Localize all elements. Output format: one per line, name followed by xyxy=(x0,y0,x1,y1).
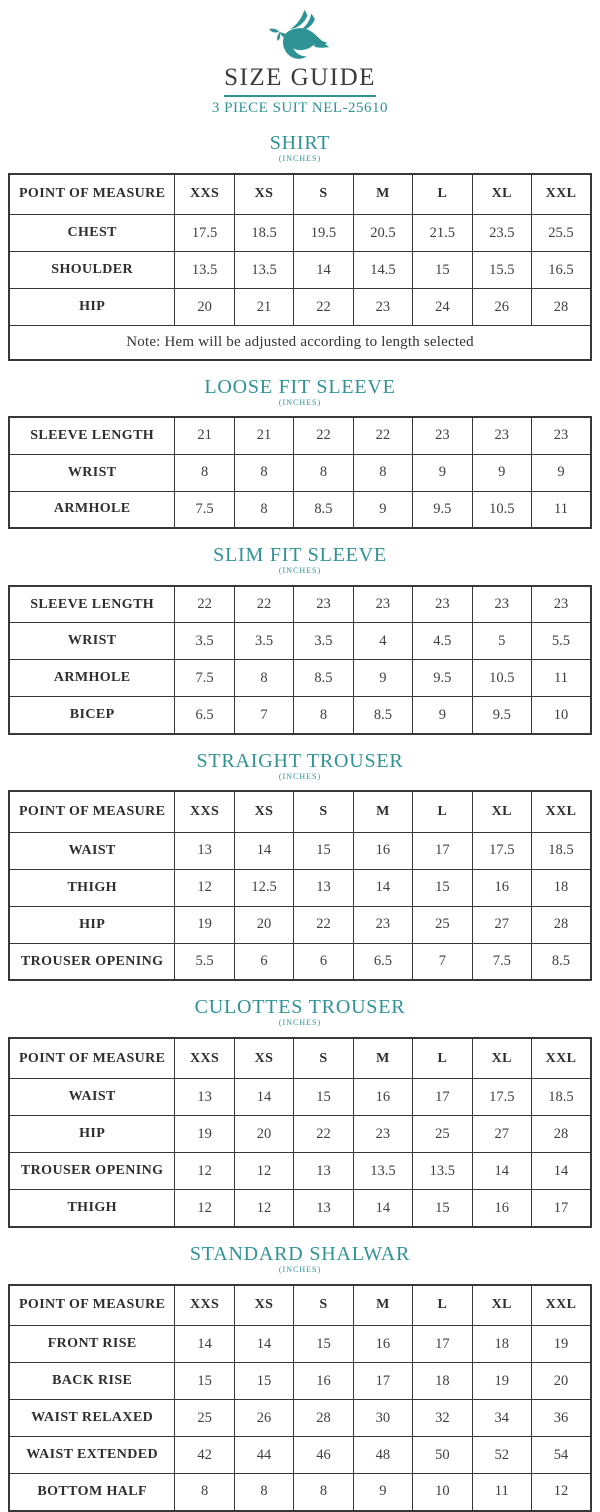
size-value-cell: 36 xyxy=(531,1400,591,1437)
measure-row xyxy=(9,289,591,326)
size-value-cell: 14 xyxy=(294,252,353,289)
section-heading: STRAIGHT TROUSER xyxy=(196,749,404,772)
size-value-cell: 17.5 xyxy=(472,1079,531,1116)
size-header-cell: XS xyxy=(234,1038,293,1079)
size-value-cell: 22 xyxy=(353,417,412,454)
size-value-cell: 9.5 xyxy=(472,697,531,734)
size-section xyxy=(0,545,600,735)
size-value-cell: 6 xyxy=(234,943,293,980)
size-value-cell: 5 xyxy=(472,623,531,660)
size-value-cell: 23 xyxy=(472,417,531,454)
size-header-cell: S xyxy=(294,174,353,215)
table-header-row xyxy=(9,791,591,832)
size-value-cell: 27 xyxy=(472,1116,531,1153)
size-table xyxy=(8,1037,592,1228)
size-value-cell: 21 xyxy=(234,417,293,454)
size-value-cell: 10.5 xyxy=(472,660,531,697)
measure-row xyxy=(9,586,591,623)
size-value-cell: 7 xyxy=(234,697,293,734)
size-value-cell: 8 xyxy=(234,660,293,697)
size-value-cell: 26 xyxy=(234,1400,293,1437)
size-value-cell: 7.5 xyxy=(175,491,234,528)
size-value-cell: 19 xyxy=(472,1363,531,1400)
size-value-cell: 19 xyxy=(175,1116,234,1153)
size-value-cell: 12 xyxy=(175,869,234,906)
size-table xyxy=(8,585,592,735)
measure-row xyxy=(9,906,591,943)
size-value-cell: 25 xyxy=(413,1116,472,1153)
size-value-cell: 16 xyxy=(353,1079,412,1116)
size-value-cell: 8.5 xyxy=(294,660,353,697)
size-value-cell: 25.5 xyxy=(531,215,591,252)
size-value-cell: 9 xyxy=(531,454,591,491)
size-value-cell: 23 xyxy=(353,586,412,623)
product-subtitle: 3 PIECE SUIT NEL-25610 xyxy=(211,100,389,116)
size-value-cell: 8.5 xyxy=(353,697,412,734)
measure-label-cell: HIP xyxy=(9,1116,175,1153)
size-value-cell: 5.5 xyxy=(175,943,234,980)
size-value-cell: 3.5 xyxy=(175,623,234,660)
size-value-cell: 25 xyxy=(175,1400,234,1437)
size-value-cell: 15 xyxy=(413,252,472,289)
size-value-cell: 23 xyxy=(413,417,472,454)
size-value-cell: 11 xyxy=(531,660,591,697)
size-value-cell: 7.5 xyxy=(175,660,234,697)
size-value-cell: 14 xyxy=(234,832,293,869)
title-divider xyxy=(224,95,376,97)
note-cell: Note: Hem will be adjusted according to length selected xyxy=(9,326,591,360)
size-value-cell: 28 xyxy=(294,1400,353,1437)
page-title: SIZE GUIDE xyxy=(224,64,376,91)
size-value-cell: 8.5 xyxy=(294,491,353,528)
size-value-cell: 22 xyxy=(294,906,353,943)
size-value-cell: 14 xyxy=(353,869,412,906)
size-value-cell: 20 xyxy=(175,289,234,326)
size-value-cell: 15 xyxy=(294,1326,353,1363)
size-value-cell: 5.5 xyxy=(531,623,591,660)
measure-row xyxy=(9,1400,591,1437)
size-header-cell: XL xyxy=(472,1285,531,1326)
size-header-cell: L xyxy=(413,791,472,832)
measure-label-cell: SLEEVE LENGTH xyxy=(9,417,175,454)
size-value-cell: 23 xyxy=(294,586,353,623)
size-value-cell: 12 xyxy=(175,1153,234,1190)
measure-row xyxy=(9,215,591,252)
measure-row xyxy=(9,252,591,289)
size-value-cell: 12.5 xyxy=(234,869,293,906)
size-header-cell: XXS xyxy=(175,1038,234,1079)
size-section xyxy=(0,751,600,982)
size-value-cell: 10 xyxy=(531,697,591,734)
size-value-cell: 8 xyxy=(234,454,293,491)
measure-label-cell: WAIST RELAXED xyxy=(9,1400,175,1437)
measure-label-cell: BOTTOM HALF xyxy=(9,1474,175,1511)
size-value-cell: 9 xyxy=(353,660,412,697)
section-heading: STANDARD SHALWAR xyxy=(189,1242,411,1265)
size-value-cell: 8 xyxy=(234,1474,293,1511)
size-value-cell: 13 xyxy=(175,832,234,869)
size-table xyxy=(8,173,592,361)
measure-label-cell: WAIST EXTENDED xyxy=(9,1437,175,1474)
size-value-cell: 17.5 xyxy=(175,215,234,252)
measure-header-cell: POINT OF MEASURE xyxy=(9,1285,175,1326)
measure-row xyxy=(9,1363,591,1400)
size-value-cell: 15.5 xyxy=(472,252,531,289)
measure-label-cell: HIP xyxy=(9,289,175,326)
size-header-cell: XL xyxy=(472,174,531,215)
size-value-cell: 23 xyxy=(353,1116,412,1153)
measure-row xyxy=(9,1474,591,1511)
size-value-cell: 14 xyxy=(175,1326,234,1363)
measure-row xyxy=(9,491,591,528)
measure-row xyxy=(9,1079,591,1116)
measure-label-cell: CHEST xyxy=(9,215,175,252)
table-header-row xyxy=(9,174,591,215)
size-header-cell: M xyxy=(353,1285,412,1326)
section-heading: SHIRT xyxy=(269,132,331,154)
size-value-cell: 15 xyxy=(294,1079,353,1116)
size-value-cell: 9 xyxy=(353,491,412,528)
size-value-cell: 30 xyxy=(353,1400,412,1437)
measure-label-cell: THIGH xyxy=(9,1190,175,1227)
size-value-cell: 23 xyxy=(472,586,531,623)
size-value-cell: 16 xyxy=(353,1326,412,1363)
size-value-cell: 42 xyxy=(175,1437,234,1474)
section-unit: (INCHES) xyxy=(278,1264,322,1274)
logo xyxy=(0,8,600,62)
table-header-row xyxy=(9,1038,591,1079)
size-value-cell: 22 xyxy=(294,417,353,454)
size-value-cell: 14 xyxy=(234,1079,293,1116)
size-value-cell: 50 xyxy=(413,1437,472,1474)
section-heading: SLIM FIT SLEEVE xyxy=(213,544,387,567)
size-value-cell: 18.5 xyxy=(531,832,591,869)
section-unit: (INCHES) xyxy=(278,566,322,576)
size-value-cell: 18 xyxy=(531,869,591,906)
size-value-cell: 16 xyxy=(472,1190,531,1227)
size-value-cell: 19 xyxy=(175,906,234,943)
size-value-cell: 32 xyxy=(413,1400,472,1437)
size-value-cell: 7.5 xyxy=(472,943,531,980)
size-value-cell: 52 xyxy=(472,1437,531,1474)
size-value-cell: 10 xyxy=(413,1474,472,1511)
measure-label-cell: SLEEVE LENGTH xyxy=(9,586,175,623)
size-value-cell: 12 xyxy=(175,1190,234,1227)
measure-label-cell: WRIST xyxy=(9,454,175,491)
size-value-cell: 13.5 xyxy=(234,252,293,289)
size-value-cell: 8 xyxy=(234,491,293,528)
size-value-cell: 8 xyxy=(353,454,412,491)
size-value-cell: 13.5 xyxy=(353,1153,412,1190)
size-value-cell: 9 xyxy=(413,697,472,734)
measure-label-cell: WRIST xyxy=(9,623,175,660)
measure-row xyxy=(9,1437,591,1474)
size-table xyxy=(8,1284,592,1512)
size-value-cell: 8 xyxy=(175,1474,234,1511)
size-value-cell: 9 xyxy=(353,1474,412,1511)
note-row xyxy=(9,326,591,360)
size-value-cell: 8.5 xyxy=(531,943,591,980)
size-header-cell: M xyxy=(353,174,412,215)
size-value-cell: 19 xyxy=(531,1326,591,1363)
size-header-cell: XXL xyxy=(531,1285,591,1326)
measure-row xyxy=(9,623,591,660)
measure-row xyxy=(9,1326,591,1363)
size-value-cell: 25 xyxy=(413,906,472,943)
size-header-cell: L xyxy=(413,1038,472,1079)
size-value-cell: 20 xyxy=(234,1116,293,1153)
size-value-cell: 17 xyxy=(531,1190,591,1227)
measure-header-cell: POINT OF MEASURE xyxy=(9,1038,175,1079)
size-header-cell: M xyxy=(353,791,412,832)
measure-label-cell: WAIST xyxy=(9,832,175,869)
measure-label-cell: ARMHOLE xyxy=(9,491,175,528)
size-section xyxy=(0,377,600,530)
size-value-cell: 21.5 xyxy=(413,215,472,252)
section-heading: LOOSE FIT SLEEVE xyxy=(204,375,396,398)
size-value-cell: 44 xyxy=(234,1437,293,1474)
size-value-cell: 22 xyxy=(234,586,293,623)
size-value-cell: 28 xyxy=(531,1116,591,1153)
table-header-row xyxy=(9,1285,591,1326)
size-value-cell: 16 xyxy=(353,832,412,869)
size-value-cell: 48 xyxy=(353,1437,412,1474)
size-value-cell: 54 xyxy=(531,1437,591,1474)
size-header-cell: XXS xyxy=(175,1285,234,1326)
size-value-cell: 12 xyxy=(531,1474,591,1511)
size-value-cell: 9 xyxy=(413,454,472,491)
size-value-cell: 14.5 xyxy=(353,252,412,289)
size-header-cell: XS xyxy=(234,174,293,215)
size-value-cell: 21 xyxy=(234,289,293,326)
measure-row xyxy=(9,1153,591,1190)
size-header-cell: XS xyxy=(234,791,293,832)
size-value-cell: 12 xyxy=(234,1153,293,1190)
measure-row xyxy=(9,660,591,697)
size-value-cell: 22 xyxy=(294,1116,353,1153)
measure-header-cell: POINT OF MEASURE xyxy=(9,791,175,832)
size-value-cell: 16.5 xyxy=(531,252,591,289)
size-value-cell: 8 xyxy=(294,697,353,734)
size-value-cell: 20 xyxy=(531,1363,591,1400)
measure-row xyxy=(9,1190,591,1227)
measure-label-cell: ARMHOLE xyxy=(9,660,175,697)
size-value-cell: 20.5 xyxy=(353,215,412,252)
size-value-cell: 14 xyxy=(472,1153,531,1190)
size-header-cell: XS xyxy=(234,1285,293,1326)
size-value-cell: 12 xyxy=(234,1190,293,1227)
size-value-cell: 17.5 xyxy=(472,832,531,869)
measure-row xyxy=(9,697,591,734)
size-value-cell: 23 xyxy=(413,586,472,623)
section-unit: (INCHES) xyxy=(278,771,322,781)
size-value-cell: 11 xyxy=(531,491,591,528)
size-value-cell: 16 xyxy=(472,869,531,906)
measure-row xyxy=(9,1116,591,1153)
measure-row xyxy=(9,832,591,869)
size-section xyxy=(0,997,600,1228)
size-value-cell: 19.5 xyxy=(294,215,353,252)
size-value-cell: 18 xyxy=(472,1326,531,1363)
measure-label-cell: TROUSER OPENING xyxy=(9,943,175,980)
size-value-cell: 13.5 xyxy=(175,252,234,289)
size-value-cell: 17 xyxy=(413,832,472,869)
size-value-cell: 6.5 xyxy=(175,697,234,734)
measure-label-cell: BICEP xyxy=(9,697,175,734)
size-value-cell: 23.5 xyxy=(472,215,531,252)
size-value-cell: 23 xyxy=(531,417,591,454)
section-unit: (INCHES) xyxy=(278,397,322,407)
size-value-cell: 3.5 xyxy=(294,623,353,660)
size-value-cell: 4 xyxy=(353,623,412,660)
size-value-cell: 6.5 xyxy=(353,943,412,980)
size-value-cell: 13 xyxy=(294,1153,353,1190)
size-value-cell: 15 xyxy=(413,869,472,906)
size-value-cell: 14 xyxy=(234,1326,293,1363)
size-header-cell: XXS xyxy=(175,791,234,832)
size-header-cell: S xyxy=(294,1285,353,1326)
size-header-cell: XXS xyxy=(175,174,234,215)
size-header-cell: XXL xyxy=(531,1038,591,1079)
size-value-cell: 18 xyxy=(413,1363,472,1400)
size-value-cell: 23 xyxy=(353,906,412,943)
measure-label-cell: HIP xyxy=(9,906,175,943)
size-value-cell: 28 xyxy=(531,289,591,326)
size-value-cell: 34 xyxy=(472,1400,531,1437)
size-value-cell: 10.5 xyxy=(472,491,531,528)
size-value-cell: 17 xyxy=(413,1326,472,1363)
size-value-cell: 18.5 xyxy=(531,1079,591,1116)
measure-row xyxy=(9,869,591,906)
size-value-cell: 16 xyxy=(294,1363,353,1400)
size-tables-container xyxy=(0,133,600,1512)
size-header-cell: S xyxy=(294,1038,353,1079)
size-value-cell: 22 xyxy=(175,586,234,623)
size-value-cell: 9 xyxy=(472,454,531,491)
size-value-cell: 15 xyxy=(294,832,353,869)
size-header-cell: M xyxy=(353,1038,412,1079)
size-value-cell: 13.5 xyxy=(413,1153,472,1190)
size-value-cell: 26 xyxy=(472,289,531,326)
size-value-cell: 8 xyxy=(175,454,234,491)
size-value-cell: 15 xyxy=(175,1363,234,1400)
size-value-cell: 23 xyxy=(531,586,591,623)
size-value-cell: 14 xyxy=(531,1153,591,1190)
measure-label-cell: BACK RISE xyxy=(9,1363,175,1400)
measure-row xyxy=(9,417,591,454)
size-value-cell: 15 xyxy=(234,1363,293,1400)
size-value-cell: 28 xyxy=(531,906,591,943)
size-value-cell: 9.5 xyxy=(413,491,472,528)
size-value-cell: 27 xyxy=(472,906,531,943)
size-header-cell: XL xyxy=(472,791,531,832)
section-unit: (INCHES) xyxy=(278,154,322,163)
size-header-cell: L xyxy=(413,1285,472,1326)
size-value-cell: 13 xyxy=(175,1079,234,1116)
size-value-cell: 8 xyxy=(294,454,353,491)
size-value-cell: 11 xyxy=(472,1474,531,1511)
size-value-cell: 13 xyxy=(294,869,353,906)
size-value-cell: 6 xyxy=(294,943,353,980)
measure-label-cell: FRONT RISE xyxy=(9,1326,175,1363)
size-table xyxy=(8,416,592,529)
size-value-cell: 18.5 xyxy=(234,215,293,252)
size-value-cell: 14 xyxy=(353,1190,412,1227)
size-value-cell: 9.5 xyxy=(413,660,472,697)
measure-label-cell: THIGH xyxy=(9,869,175,906)
size-value-cell: 4.5 xyxy=(413,623,472,660)
size-value-cell: 22 xyxy=(294,289,353,326)
size-header-cell: L xyxy=(413,174,472,215)
size-value-cell: 17 xyxy=(413,1079,472,1116)
measure-header-cell: POINT OF MEASURE xyxy=(9,174,175,215)
size-header-cell: S xyxy=(294,791,353,832)
size-value-cell: 21 xyxy=(175,417,234,454)
measure-row xyxy=(9,943,591,980)
size-value-cell: 3.5 xyxy=(234,623,293,660)
size-value-cell: 13 xyxy=(294,1190,353,1227)
size-value-cell: 15 xyxy=(413,1190,472,1227)
measure-row xyxy=(9,454,591,491)
size-section xyxy=(0,133,600,361)
size-section xyxy=(0,1244,600,1512)
size-value-cell: 20 xyxy=(234,906,293,943)
size-header-cell: XXL xyxy=(531,791,591,832)
section-heading: CULOTTES TROUSER xyxy=(194,996,406,1019)
size-value-cell: 23 xyxy=(353,289,412,326)
size-header-cell: XXL xyxy=(531,174,591,215)
size-header-cell: XL xyxy=(472,1038,531,1079)
size-value-cell: 17 xyxy=(353,1363,412,1400)
measure-label-cell: TROUSER OPENING xyxy=(9,1153,175,1190)
size-value-cell: 7 xyxy=(413,943,472,980)
size-value-cell: 8 xyxy=(294,1474,353,1511)
measure-label-cell: WAIST xyxy=(9,1079,175,1116)
size-value-cell: 46 xyxy=(294,1437,353,1474)
measure-label-cell: SHOULDER xyxy=(9,252,175,289)
section-unit: (INCHES) xyxy=(278,1018,322,1028)
dove-icon xyxy=(267,10,333,62)
header xyxy=(0,8,600,117)
size-table xyxy=(8,790,592,981)
size-value-cell: 24 xyxy=(413,289,472,326)
